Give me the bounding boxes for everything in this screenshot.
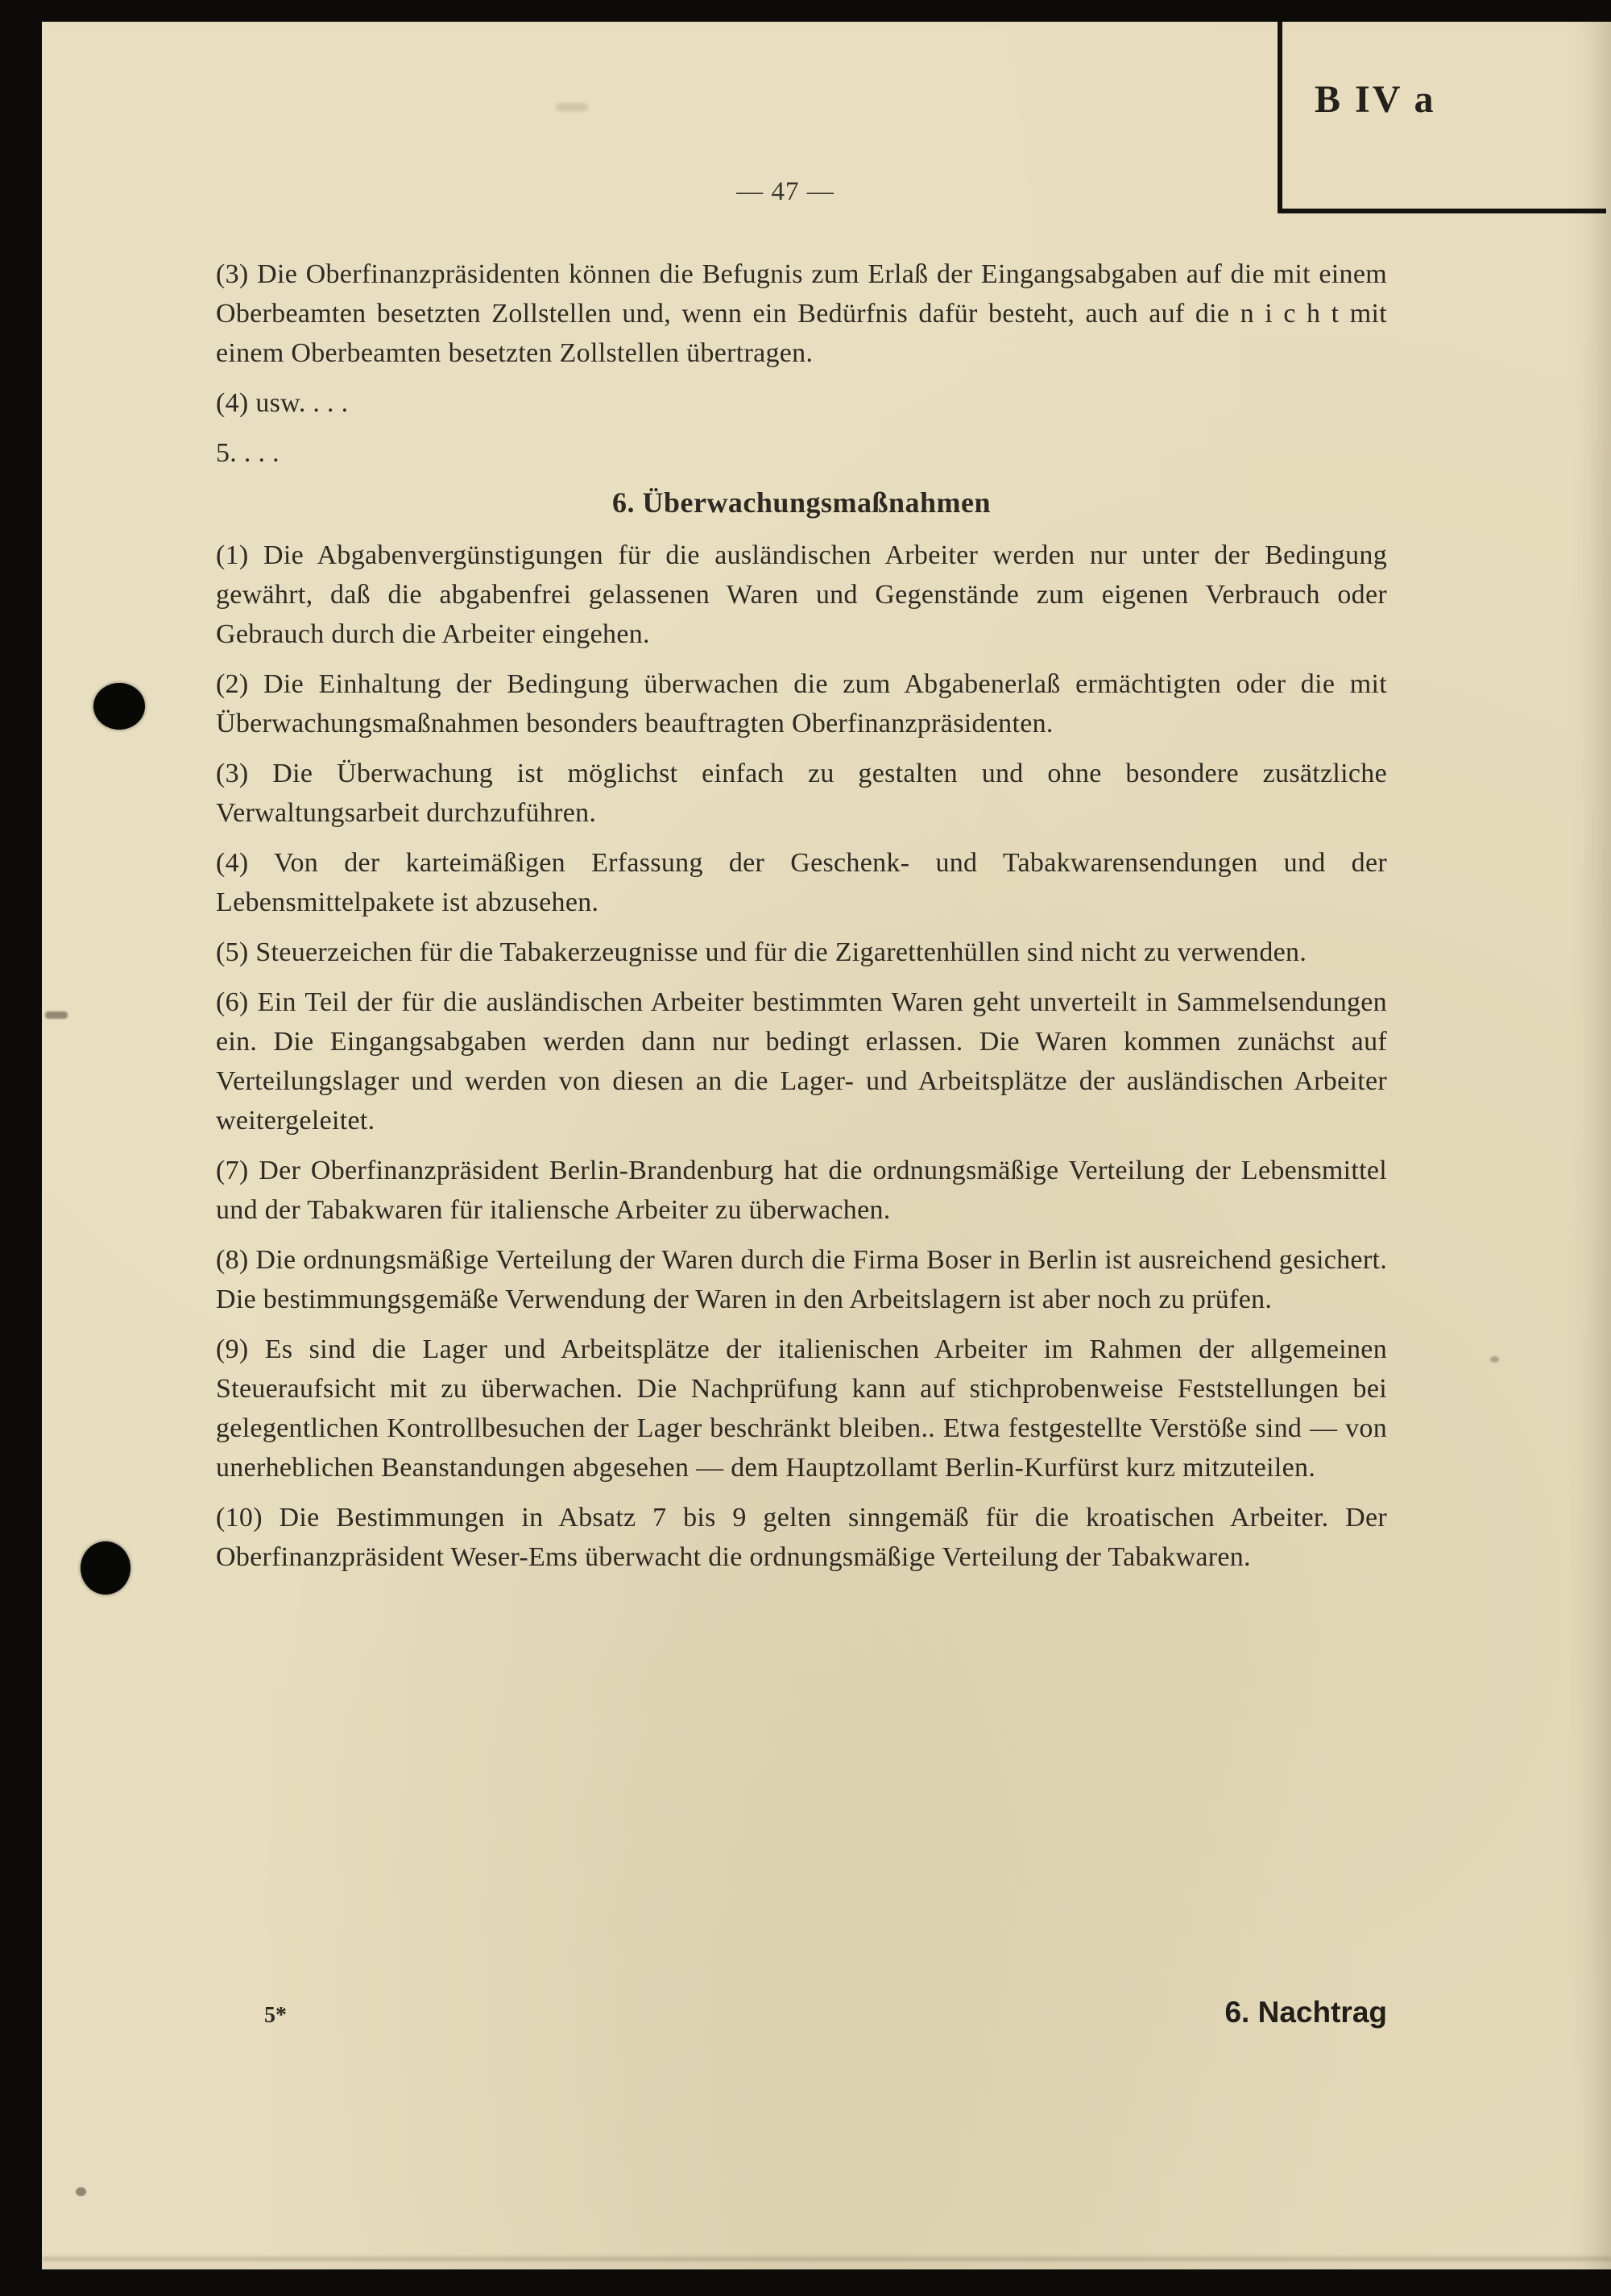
scan-edge-top [0, 0, 1611, 22]
paragraph-6: (6) Ein Teil der für die ausländischen Arbeiter bestimmten Waren geht unverteilt in Sammelsendungen ein. Die Eingangsabgaben werden dann nur bedingt erlassen. Die Waren kommen zunächst auf Verteilungslager und werden von diesen an die Lager- und Arbeitsplätze der ausländischen Arbeiter weitergeleitet. [216, 987, 1387, 1136]
paragraph-7: (7) Der Oberfinanzpräsident Berlin-Brandenburg hat die ordnungsmäßige Verteilung der Lebensmittel und der Tabakwaren für italiensche Arbeiter zu überwachen. [216, 1156, 1387, 1225]
paragraph-intro-5: 5. . . . [216, 438, 280, 468]
paragraph-8: (8) Die ordnungsmäßige Verteilung der Waren durch die Firma Boser in Berlin ist ausreichend gesichert. Die bestimmungsgemäße Verwendung der Waren in den Arbeitslagern ist aber noch zu prüfen. [216, 1245, 1387, 1314]
signature-mark: 5* [264, 2003, 287, 2028]
scan-edge-bottom [0, 2269, 1611, 2296]
punch-hole-bottom [81, 1541, 130, 1595]
paragraph-2: (2) Die Einhaltung der Bedingung überwachen die zum Abgabenerlaß ermächtigten oder die mit Überwachungsmaßnahmen besonders beauftragten Oberfinanzpräsidenten. [216, 669, 1387, 738]
paragraph-intro-4: (4) usw. . . . [216, 388, 349, 418]
paragraph-5: (5) Steuerzeichen für die Tabakerzeugnisse und für die Zigarettenhüllen sind nicht zu verwenden. [216, 937, 1307, 967]
page-edge-shadow [42, 2257, 1611, 2261]
page-footer [216, 1996, 1387, 2029]
paragraph-3: (3) Die Überwachung ist möglichst einfach zu gestalten und ohne besondere zusätzliche Verwaltungsarbeit durchzuführen. [216, 759, 1387, 828]
document-body [216, 254, 1387, 1587]
supplement-label: 6. Nachtrag [1224, 1996, 1387, 2029]
paragraph-9: (9) Es sind die Lager und Arbeitsplätze der italienischen Arbeiter im Rahmen der allgemeinen Steueraufsicht mit zu überwachen. Die Nachprüfung kann auf stichprobenweise Feststellungen bei gelegentlichen Kontrollbesuchen der Lager beschränkt bleiben.. Etwa festgestellte Verstöße sind — von unerheblichen Beanstandungen abgesehen — dem Hauptzollamt Berlin-Kurfürst kurz mitzuteilen. [216, 1334, 1387, 1483]
paragraph-1: (1) Die Abgabenvergünstigungen für die ausländischen Arbeiter werden nur unter der Bedingung gewährt, daß die abgabenfrei gelassenen Waren und Gegenstände zum eigenen Verbrauch oder Gebrauch durch die Arbeiter eingehen. [216, 540, 1387, 649]
page-number: — 47 — [736, 177, 834, 206]
paper-speck [1490, 1356, 1499, 1363]
paper-smudge [556, 103, 588, 111]
section-heading: 6. Überwachungsmaßnahmen [611, 486, 992, 519]
paper-speck [76, 2187, 86, 2196]
punch-hole-top [93, 683, 145, 730]
paragraph-10: (10) Die Bestimmungen in Absatz 7 bis 9 gelten sinngemäß für die kroatischen Arbeiter. Der Oberfinanzpräsident Weser-Ems überwacht die ordnungsmäßige Verteilung der Tabakwaren. [216, 1503, 1387, 1572]
scan-edge-left [0, 0, 42, 2296]
classification-label: B IV a [1315, 78, 1436, 121]
paragraph-4: (4) Von der karteimäßigen Erfassung der Geschenk- und Tabakwarensendungen und der Lebensmittelpakete ist abzusehen. [216, 848, 1387, 917]
paragraph-intro-3: (3) Die Oberfinanzpräsidenten können die Befugnis zum Erlaß der Eingangsabgaben auf die mit einem Oberbeamten besetzten Zollstellen und, wenn ein Bedürfnis dafür besteht, auch auf die n i c h t mit einem Oberbeamten besetzten Zollstellen übertragen. [216, 259, 1387, 368]
paper-smudge [45, 1011, 68, 1019]
